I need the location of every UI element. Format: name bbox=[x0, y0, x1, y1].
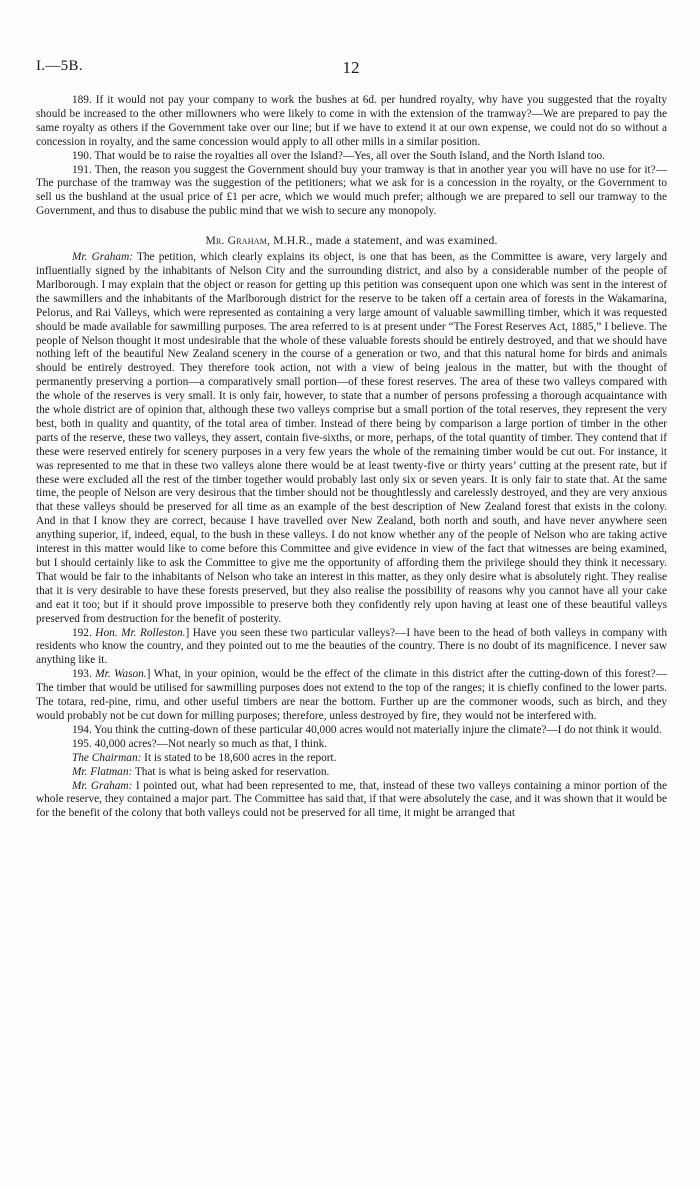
question-193 bbox=[36, 668, 667, 724]
speaker-name: The Chairman: bbox=[72, 751, 142, 764]
flatman-remark bbox=[36, 766, 667, 780]
section-heading bbox=[36, 234, 667, 248]
question-text: Have you seen these two particular valleys?—I have been to the head of both valleys in company with residents who know the country, and they pointed out to me the beauties of the country. There is no doubt of its magnificence. I never saw anything like it. bbox=[36, 626, 667, 667]
page-body bbox=[36, 94, 667, 821]
question-text: What, in your opinion, would be the effect of the climate in this district after the cutting-down of this forest?—The timber that would be utilised for sawmilling purposes does not extend to the top of the ranges; it is chiefly confined to the lower parts. The totara, red-pine, rimu, and other useful timbers are near the bottom. Further up are the commoner woods, such as birch, and they would probably not be cut down for milling purposes; therefore, unless destroyed by fire, they would not be interfered with. bbox=[36, 668, 667, 722]
statement-text: The petition, which clearly explains its object, is one that has been, as the Committee is aware, very largely and influentially signed by the inhabitants of Nelson City and the surrounding district, and also by a considerable number of the people of Marlborough. I may explain that the object or reason for getting up this petition was consequent upon one which was sent in the interest of the sawmillers and the inhabitants of the Marlborough district for the reserve to be taken off a certain area of forests in the Wakamarina, Pelorus, and Rai Valleys, which were represented as containing a very large amount of valuable sawmilling timber, which it was requested should be made available for sawmilling purposes. The area referred to is at present under “The Forest Reserves Act, 1885,” I believe. The people of Nelson thought it most undesirable that the whole of these valuable forests should be entirely destroyed, and that we should have nothing left of the beautiful New Zealand scenery in the course of a generation or two, and that this natural home for birds and animals should be entirely destroyed. They therefore took action, not with a view of being jealous in the matter, but with the thought of permanently preserving a portion—a comparatively small portion—of these forest reserves. The area of these two valleys compared with the whole of the reserves is very small. It is only fair, however, to state that a number of persons professing a thorough acquaintance with the whole district are of opinion that, although these two valleys comprise but a small portion of the total reserves, they represent the very best, both in quality and quantity, of the total area of timber. Instead of there being by comparison a large portion of timber in the other parts of the reserve, these two valleys, they assert, contain five-sixths, or more, perhaps, of the total quantity of timber. They contend that if these were reserved entirely for scenery purposes in a very few years the whole of the remaining timber would be cut out. For instance, it was represented to me that in these two valleys alone there would be at least twenty-five or thirty years’ cutting at the present rate, but if these were excluded all the rest of the timber together would probably last only six or seven years. It is only fair to state that. At the same time, the people of Nelson are very desirous that the timber should not be thoughtlessly and carelessly destroyed, and they are very anxious that these valleys should be preserved for all time as an example of the best description of New Zealand forest that exists in the colony. And in that I know they are correct, because I have travelled over New Zealand, both north and south, and have never anywhere seen anything superior, if, indeed, equal, to the bush in these valleys. I do not know whether any of the people of Nelson who are taking active interest in this matter would like to come before this Committee and give evidence in view of the fact that witnesses are being examined, but I should certainly like to ask the Committee to give me the opportunity of affording them the privilege should they think it necessary. That would be fair to the inhabitants of Nelson who take an interest in this matter, as they only desire what is absolutely right. They realise that it is very desirable to have these forests preserved, but they also realise the possibility of reasons why you cannot have all your cake and eat it too; but if it should prove impossible to preserve both they confidently rely upon having at least one of these beautiful valleys preserved from destruction for the benefit of posterity. bbox=[36, 251, 667, 625]
page-number: 12 bbox=[342, 58, 360, 77]
chairman-remark bbox=[36, 752, 667, 766]
remark-text: That is what is being asked for reservation. bbox=[132, 765, 330, 778]
bracket: ] bbox=[185, 626, 190, 639]
question-195: 195. 40,000 acres?—Not nearly so much as that, I think. bbox=[72, 737, 328, 750]
question-194: 194. You think the cutting-down of these particular 40,000 acres would not materially injure the climate?—I do not think it would. bbox=[72, 723, 662, 736]
document-reference: I.—5B. bbox=[36, 58, 83, 74]
remark-text: I pointed out, what had been represented to me, that, instead of these two valleys containing a minor portion of the whole reserve, they contained a major part. The Committee has said that, if that were absolutely the case, and it was shown that it would be for the benefit of the colony that both valleys could not be preserved for all time, it might be arranged that bbox=[36, 779, 667, 820]
speaker-name: Mr. Flatman: bbox=[72, 765, 133, 778]
speaker-name: Mr. Graham: bbox=[72, 251, 133, 264]
heading-description: , M.H.R., made a statement, and was examined. bbox=[267, 234, 498, 248]
question-190: 190. That would be to raise the royalties all over the Island?—Yes, all over the South Island, and the North Island too. bbox=[72, 149, 605, 162]
question-number: 192. bbox=[72, 626, 96, 639]
heading-witness-name: Mr. Graham bbox=[205, 234, 268, 248]
graham-remark bbox=[36, 780, 667, 822]
speaker-name: Mr. Wason. bbox=[95, 668, 147, 681]
graham-statement bbox=[36, 251, 667, 626]
question-number: 193. bbox=[72, 668, 96, 681]
question-191: 191. Then, the reason you suggest the Government should buy your tramway is that in another year you will have no use for it?—The purchase of the tramway was the suggestion of the petitioners; what we ask for is a concession in the royalty, or the Government to sell us the bushland at the usual price of £1 per acre, which we would much prefer; although we are prepared to sell our tramway to the Government, and thus to disabuse the public mind that we wish to secure any monopoly. bbox=[36, 163, 667, 218]
speaker-name: Hon. Mr. Rolleston. bbox=[95, 626, 186, 639]
page-header bbox=[36, 58, 666, 82]
question-192 bbox=[36, 627, 667, 669]
question-189: 189. If it would not pay your company to work the bushes at 6d. per hundred royalty, why have you suggested that the royalty should be increased to the other millowners who were likely to come in with the extension of the tramway?—We are prepared to pay the same royalty as others if the Government take over our line; but if we have to extend it at our own expense, we could not do so without a concession in royalty, and the same concession would apply to all other mills in a similar position. bbox=[36, 94, 667, 148]
bracket: ] bbox=[146, 668, 151, 681]
speaker-name: Mr. Graham: bbox=[72, 779, 133, 792]
remark-text: It is stated to be 18,600 acres in the report. bbox=[141, 751, 337, 764]
